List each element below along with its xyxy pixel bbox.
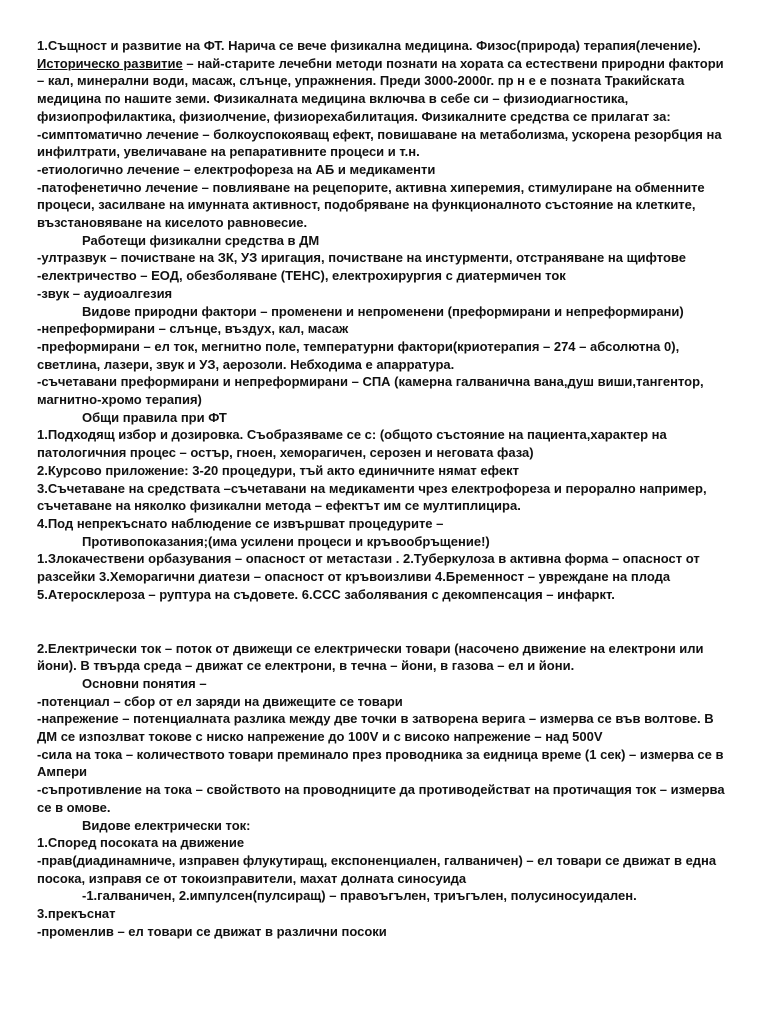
history-label: Историческо развитие xyxy=(37,55,183,71)
rule-item: 3.Съчетаване на средствата –съчетавани на медикаменти чрез електрофореза и перорално например, съчетаване на няколко физикални метода – ефектът им се мултиплицира. xyxy=(37,480,707,514)
application-item: -патофенетично лечение – повлияване на рецепорите, активна хиперемия, стимулиране на обменните процеси, засилване на имунната активност, подобряване на функционалното състояние на клетките, възстановяване на киселото равновесие. xyxy=(37,179,705,231)
application-item: -етиологично лечение – електрофореза на АБ и медикаменти xyxy=(37,161,436,177)
factor-item: -съчетавани преформирани и непреформирани – СПА (камерна галванична вана,душ виши,тангентор, магнитно-хромо терапия) xyxy=(37,374,704,408)
direct-current-text: -прав(диадинамниче, изправен флукутиращ, експоненциален, галваничен) – ел товари се движат в една посока, изправя се от токоизправители, махат долната синосуида xyxy=(37,852,717,886)
rule-item: 1.Подходящ избор и дозировка. Съобразяваме се с: (общото състояние на пациента,характер на патологичния процес – остър, гноен, хеморагичен, серозен и неговата фаза) xyxy=(37,427,667,461)
factors-heading: Видове природни фактори – променени и непроменени (преформирани и непреформирани) xyxy=(82,303,684,319)
dm-heading: Работещи физикални средства в ДМ xyxy=(82,232,320,248)
section1-intro: Нарича се вече физикална медицина. Физос(природа) терапия(лечение). xyxy=(228,38,701,53)
section1-intro-paragraph xyxy=(37,37,728,126)
alternating-current: -променлив – ел товари се движат в различни посоки xyxy=(37,923,387,939)
dm-item: -електричество – ЕОД, обезболяване (ТЕНС), електрохирургия с диатермичен ток xyxy=(37,268,566,284)
section-spacer xyxy=(37,604,728,640)
section2-intro: – поток от движещи се електрически товари (насочено движение на електрони или йони). В твърда среда – движат се електрони, в течна – йони, в газова – ел и йони. xyxy=(37,640,704,674)
concepts-heading: Основни понятия – xyxy=(82,675,207,691)
factor-item: -преформирани – ел ток, мегнитно поле, температурни фактори(криотерапия – 274 – абсолютна 0), светлина, лазери, звук и УЗ, аерозоли. Небходима е апарратура. xyxy=(37,338,680,372)
application-item: -симптоматично лечение – болкоуспокояващ ефект, повишаване на метаболизма, ускорена резорбция на инфилтрати, увеличаване на репаративните процеси и т.н. xyxy=(37,126,722,160)
concept-item: -напрежение – потенциалната разлика между две точки в затворена верига – измерва се във волтове. В ДМ се изпозлват токове с ниско напрежение до 100V и с високо напрежение – над 500V xyxy=(37,711,714,745)
interrupted-current: 3.прекъснат xyxy=(37,906,116,922)
concept-item: -сила на тока – количеството товари преминало през проводника за еидница време (1 сек) – измерва се в Ампери xyxy=(37,746,724,780)
concept-item: -съпротивление на тока – свойството на проводниците да противодействат на протичащия ток – измерва се в омове. xyxy=(37,782,725,815)
section2-title: 2.Електрически ток xyxy=(37,640,162,656)
direct-current-subtypes: -1.галваничен, 2.импулсен(пулсиращ) – правоъгълен, триъгълен, полусиносуидален. xyxy=(82,888,637,904)
contraindications-text: 1.Злокачествени орбазувания – опасност от метастази . 2.Туберкулоза в активна форма – опасност от разсейки 3.Хеморагични диатези – опасност от кръвоизливи 4.Бременност – увреждане на плода 5.Атеросклероза – руптура на съдовете. 6.ССС заболявания с декомпенсация – инфаркт. xyxy=(37,551,700,602)
rule-item: 4.Под непрекъснато наблюдение се извършват процедурите – xyxy=(37,515,444,531)
contraindications-heading: Противопоказания;(има усилени процеси и кръвообръщение!) xyxy=(82,533,490,549)
rules-heading: Общи правила при ФТ xyxy=(82,409,227,425)
dm-item: -ултразвук – почистване на ЗК, УЗ иригация, почистване на инстурменти, отстраняване на щифтове xyxy=(37,250,686,266)
history-text: – най-старите лечебни методи познати на хората са естествени природни фактори – кал, минерални води, масаж, слънце, упражнения. Преди 3000-2000г. пр н е е позната Тракийската медицина по нашите земи. Физикалната медицина включва в себе си – физиодиагностика, физиопрофилактика, физиолчение, физиорехабилитация. Физикалните средства се прилагат за: xyxy=(37,55,724,124)
rule-item: 2.Курсово приложение: 3-20 процедури, тъй акто единичните нямат ефект xyxy=(37,462,519,478)
concept-item: -потенциал – сбор от ел заряди на движещите се товари xyxy=(37,693,403,709)
factor-item: -непреформирани – слънце, въздух, кал, масаж xyxy=(37,321,349,337)
dm-item: -звук – аудиоалгезия xyxy=(37,285,173,301)
types-heading: Видове електрически ток: xyxy=(82,817,251,833)
section1-title: 1.Същност и развитие на ФТ. xyxy=(37,38,225,53)
direction-heading: 1.Според посоката на движение xyxy=(37,835,245,851)
section2-intro-paragraph xyxy=(37,640,728,675)
